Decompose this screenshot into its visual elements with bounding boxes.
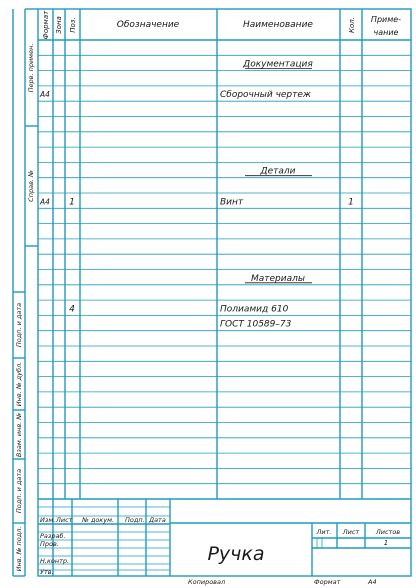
- document-name: Ручка: [207, 543, 265, 565]
- label-ref-no: Справ. №: [27, 170, 35, 202]
- label-first-use: Перв. примен.: [27, 43, 35, 93]
- spec-row: [38, 60, 411, 71]
- label-sign-date-1: Подп. и дата: [15, 302, 23, 348]
- section-heading: Документация: [243, 59, 313, 70]
- cell-format: А4: [40, 197, 50, 207]
- tb-col-doc-no: № докум.: [82, 516, 115, 524]
- label-inv-dupl: Инв. № дубл.: [15, 361, 23, 407]
- footer-format-label: Формат: [314, 578, 341, 586]
- cell-format: А4: [40, 90, 50, 100]
- spec-row: [38, 90, 411, 101]
- header-note-line1: Приме-: [370, 15, 402, 24]
- title-block: [38, 499, 411, 576]
- header-zone: Зона: [55, 16, 63, 34]
- spec-row: [38, 197, 411, 208]
- tb-col-sign: Подп.: [125, 516, 145, 524]
- label-replace-inv: Взам. инв. №: [15, 412, 23, 458]
- tb-sheets-value: 1: [383, 539, 389, 547]
- tb-norm-control: Н.контр.: [40, 557, 70, 565]
- spec-row: [38, 304, 411, 315]
- label-sign-date-2: Подп. и дата: [15, 468, 23, 514]
- spec-row: [38, 320, 411, 331]
- header-format: Формат: [42, 10, 50, 40]
- footer-format-value: А4: [368, 578, 377, 586]
- tb-col-date: Дата: [149, 516, 166, 524]
- cell-name: Полиамид 610: [220, 304, 289, 315]
- header-note-line2: чание: [373, 28, 399, 37]
- tb-sheet-label: Лист: [342, 528, 360, 536]
- tb-approved: Утв.: [40, 568, 54, 576]
- cell-name: Винт: [220, 197, 244, 208]
- cell-pos: 4: [69, 304, 75, 315]
- tb-col-sheet: Лист: [56, 516, 73, 524]
- section-heading: Детали: [260, 166, 296, 177]
- cell-pos: 1: [69, 197, 75, 208]
- spec-row: [38, 167, 411, 178]
- tb-sheets-label: Листов: [375, 528, 401, 536]
- cell-name: Сборочный чертеж: [220, 90, 312, 101]
- cell-qty: 1: [348, 197, 354, 208]
- tb-developed: Разраб.: [40, 532, 66, 540]
- label-inv-orig: Инв. № подл.: [15, 526, 23, 572]
- footer-copied: Копировал: [188, 578, 226, 586]
- spec-rows: [38, 55, 411, 483]
- tb-checked: Пров.: [40, 540, 59, 548]
- cell-name: ГОСТ 10589–73: [220, 319, 292, 330]
- header-qty: Кол.: [348, 17, 356, 33]
- header-name: Наименование: [243, 20, 313, 30]
- tb-lit-label: Лит.: [316, 528, 332, 536]
- section-heading: Материалы: [251, 273, 305, 284]
- spec-row: [38, 274, 411, 285]
- header-pos: Поз.: [69, 17, 77, 33]
- tb-col-change: Изм.: [40, 516, 56, 524]
- header-designation: Обозначение: [116, 20, 180, 30]
